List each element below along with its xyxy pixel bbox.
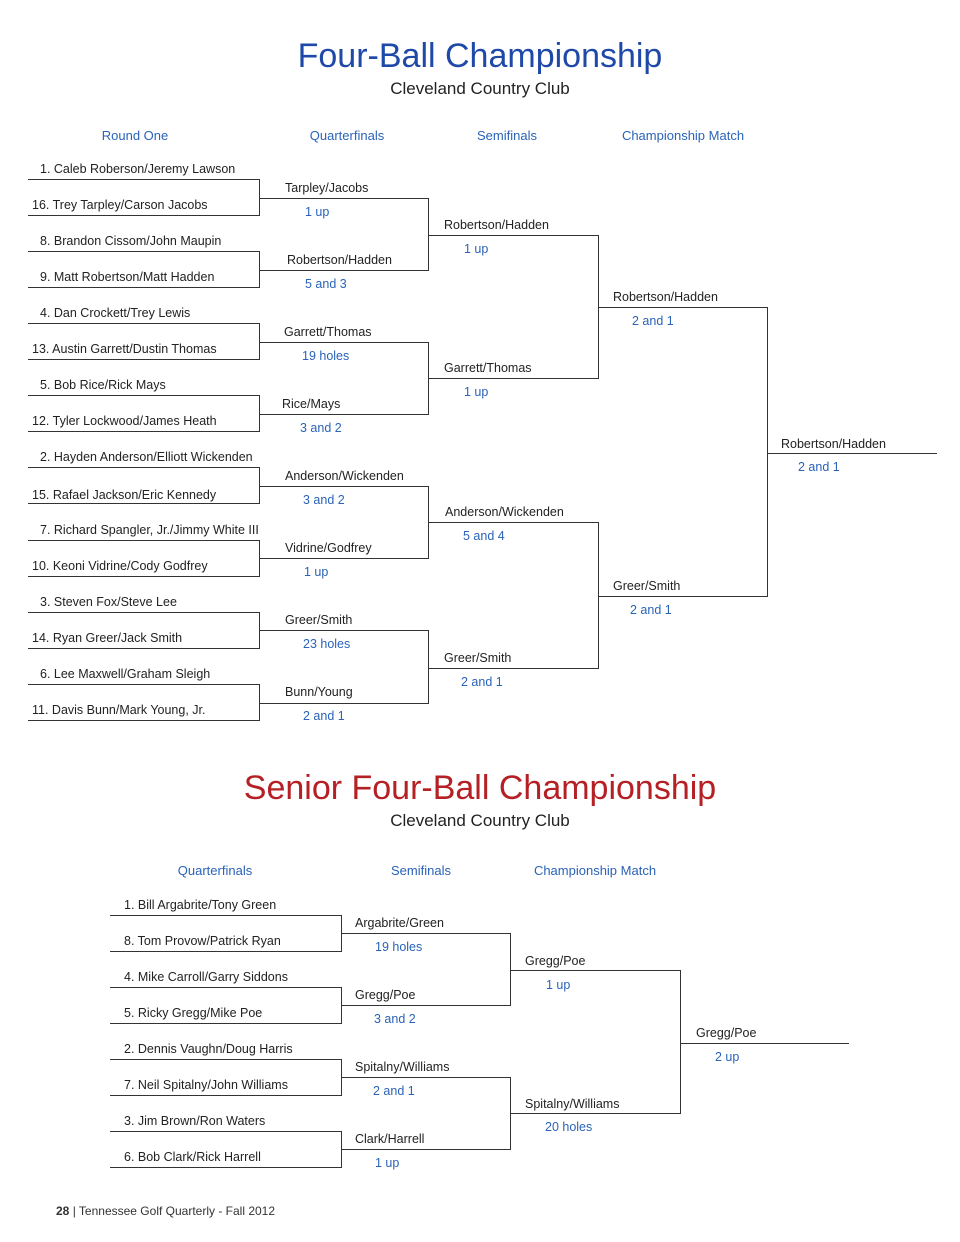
semifinal-team: Greer/Smith [444, 651, 512, 665]
round-one-team: 15. Rafael Jackson/Eric Kennedy [32, 488, 217, 502]
quarterfinal-result: 19 holes [302, 349, 350, 363]
senior-quarterfinal-team: 1. Bill Argabrite/Tony Green [124, 898, 277, 912]
round-one-team: 5. Bob Rice/Rick Mays [40, 378, 166, 392]
championship-team: Robertson/Hadden [613, 290, 718, 304]
senior-semifinal-team: Argabrite/Green [355, 916, 444, 930]
semifinal-result: 1 up [464, 242, 489, 256]
round-header-quarterfinals: Quarterfinals [309, 128, 385, 143]
semifinal-team: Anderson/Wickenden [445, 505, 564, 519]
winner-result: 2 and 1 [798, 460, 840, 474]
senior-quarterfinal-team: 3. Jim Brown/Ron Waters [124, 1114, 266, 1128]
senior-semifinal-result: 1 up [375, 1156, 400, 1170]
round-one-team: 9. Matt Robertson/Matt Hadden [40, 270, 215, 284]
senior-semifinal-result: 3 and 2 [374, 1012, 416, 1026]
four-ball-venue: Cleveland Country Club [390, 79, 570, 98]
page-number: 28 [56, 1204, 70, 1218]
publication-name: | Tennessee Golf Quarterly - Fall 2012 [69, 1204, 276, 1218]
round-header-round-one: Round One [101, 128, 169, 143]
semifinal-result: 5 and 4 [463, 529, 505, 543]
championship-result: 2 and 1 [632, 314, 674, 328]
round-one-team: 11. Davis Bunn/Mark Young, Jr. [32, 703, 206, 717]
senior-semifinal-result: 19 holes [375, 940, 423, 954]
round-one-team: 1. Caleb Roberson/Jeremy Lawson [40, 162, 236, 176]
senior-round-header-championship: Championship Match [533, 863, 657, 878]
quarterfinal-team: Garrett/Thomas [284, 325, 372, 339]
round-one-team: 2. Hayden Anderson/Elliott Wickenden [40, 450, 253, 464]
quarterfinal-result: 1 up [304, 565, 329, 579]
round-one-team: 14. Ryan Greer/Jack Smith [32, 631, 183, 645]
quarterfinal-result: 3 and 2 [300, 421, 342, 435]
quarterfinal-team: Vidrine/Godfrey [285, 541, 372, 555]
semifinal-team: Robertson/Hadden [444, 218, 549, 232]
championship-result: 2 and 1 [630, 603, 672, 617]
senior-semifinal-result: 2 and 1 [373, 1084, 415, 1098]
quarterfinal-result: 23 holes [303, 637, 351, 651]
round-one-team: 6. Lee Maxwell/Graham Sleigh [40, 667, 211, 681]
quarterfinal-result: 5 and 3 [305, 277, 347, 291]
winner-team: Robertson/Hadden [781, 437, 886, 451]
senior-championship-team: Gregg/Poe [525, 954, 586, 968]
senior-semifinal-team: Spitalny/Williams [355, 1060, 450, 1074]
quarterfinal-result: 3 and 2 [303, 493, 345, 507]
senior-quarterfinal-team: 8. Tom Provow/Patrick Ryan [124, 934, 281, 948]
round-one-team: 16. Trey Tarpley/Carson Jacobs [32, 198, 208, 212]
senior-round-header-quarterfinals: Quarterfinals [177, 863, 253, 878]
four-ball-title: Four-Ball Championship [297, 37, 663, 75]
quarterfinal-team: Bunn/Young [285, 685, 353, 699]
round-header-semifinals: Semifinals [477, 128, 537, 143]
senior-quarterfinal-team: 2. Dennis Vaughn/Doug Harris [124, 1042, 293, 1056]
round-one-team: 12. Tyler Lockwood/James Heath [32, 414, 217, 428]
quarterfinal-team: Robertson/Hadden [287, 253, 392, 267]
round-one-team: 3. Steven Fox/Steve Lee [40, 595, 177, 609]
championship-team: Greer/Smith [613, 579, 681, 593]
quarterfinal-team: Greer/Smith [285, 613, 353, 627]
senior-quarterfinal-team: 4. Mike Carroll/Garry Siddons [124, 970, 288, 984]
semifinal-result: 1 up [464, 385, 489, 399]
senior-semifinal-team: Gregg/Poe [355, 988, 416, 1002]
senior-four-ball-venue: Cleveland Country Club [390, 811, 570, 830]
senior-quarterfinal-team: 7. Neil Spitalny/John Williams [124, 1078, 288, 1092]
senior-quarterfinal-team: 5. Ricky Gregg/Mike Poe [124, 1006, 263, 1020]
quarterfinal-result: 2 and 1 [303, 709, 345, 723]
round-header-championship: Championship Match [621, 128, 745, 143]
senior-winner-team: Gregg/Poe [696, 1026, 757, 1040]
quarterfinal-result: 1 up [305, 205, 330, 219]
senior-championship-result: 20 holes [545, 1120, 593, 1134]
quarterfinal-team: Tarpley/Jacobs [285, 181, 369, 195]
page-footer [56, 1204, 275, 1218]
round-one-team: 7. Richard Spangler, Jr./Jimmy White III [40, 523, 259, 537]
senior-round-header-semifinals: Semifinals [391, 863, 451, 878]
round-one-team: 13. Austin Garrett/Dustin Thomas [32, 342, 217, 356]
senior-winner-result: 2 up [715, 1050, 740, 1064]
senior-four-ball-title: Senior Four-Ball Championship [243, 769, 717, 807]
senior-championship-result: 1 up [546, 978, 571, 992]
round-one-team: 10. Keoni Vidrine/Cody Godfrey [32, 559, 208, 573]
semifinal-team: Garrett/Thomas [444, 361, 532, 375]
quarterfinal-team: Anderson/Wickenden [285, 469, 404, 483]
round-one-team: 4. Dan Crockett/Trey Lewis [40, 306, 191, 320]
senior-championship-team: Spitalny/Williams [525, 1097, 620, 1111]
senior-quarterfinal-team: 6. Bob Clark/Rick Harrell [124, 1150, 261, 1164]
quarterfinal-team: Rice/Mays [282, 397, 341, 411]
semifinal-result: 2 and 1 [461, 675, 503, 689]
senior-semifinal-team: Clark/Harrell [355, 1132, 425, 1146]
round-one-team: 8. Brandon Cissom/John Maupin [40, 234, 222, 248]
